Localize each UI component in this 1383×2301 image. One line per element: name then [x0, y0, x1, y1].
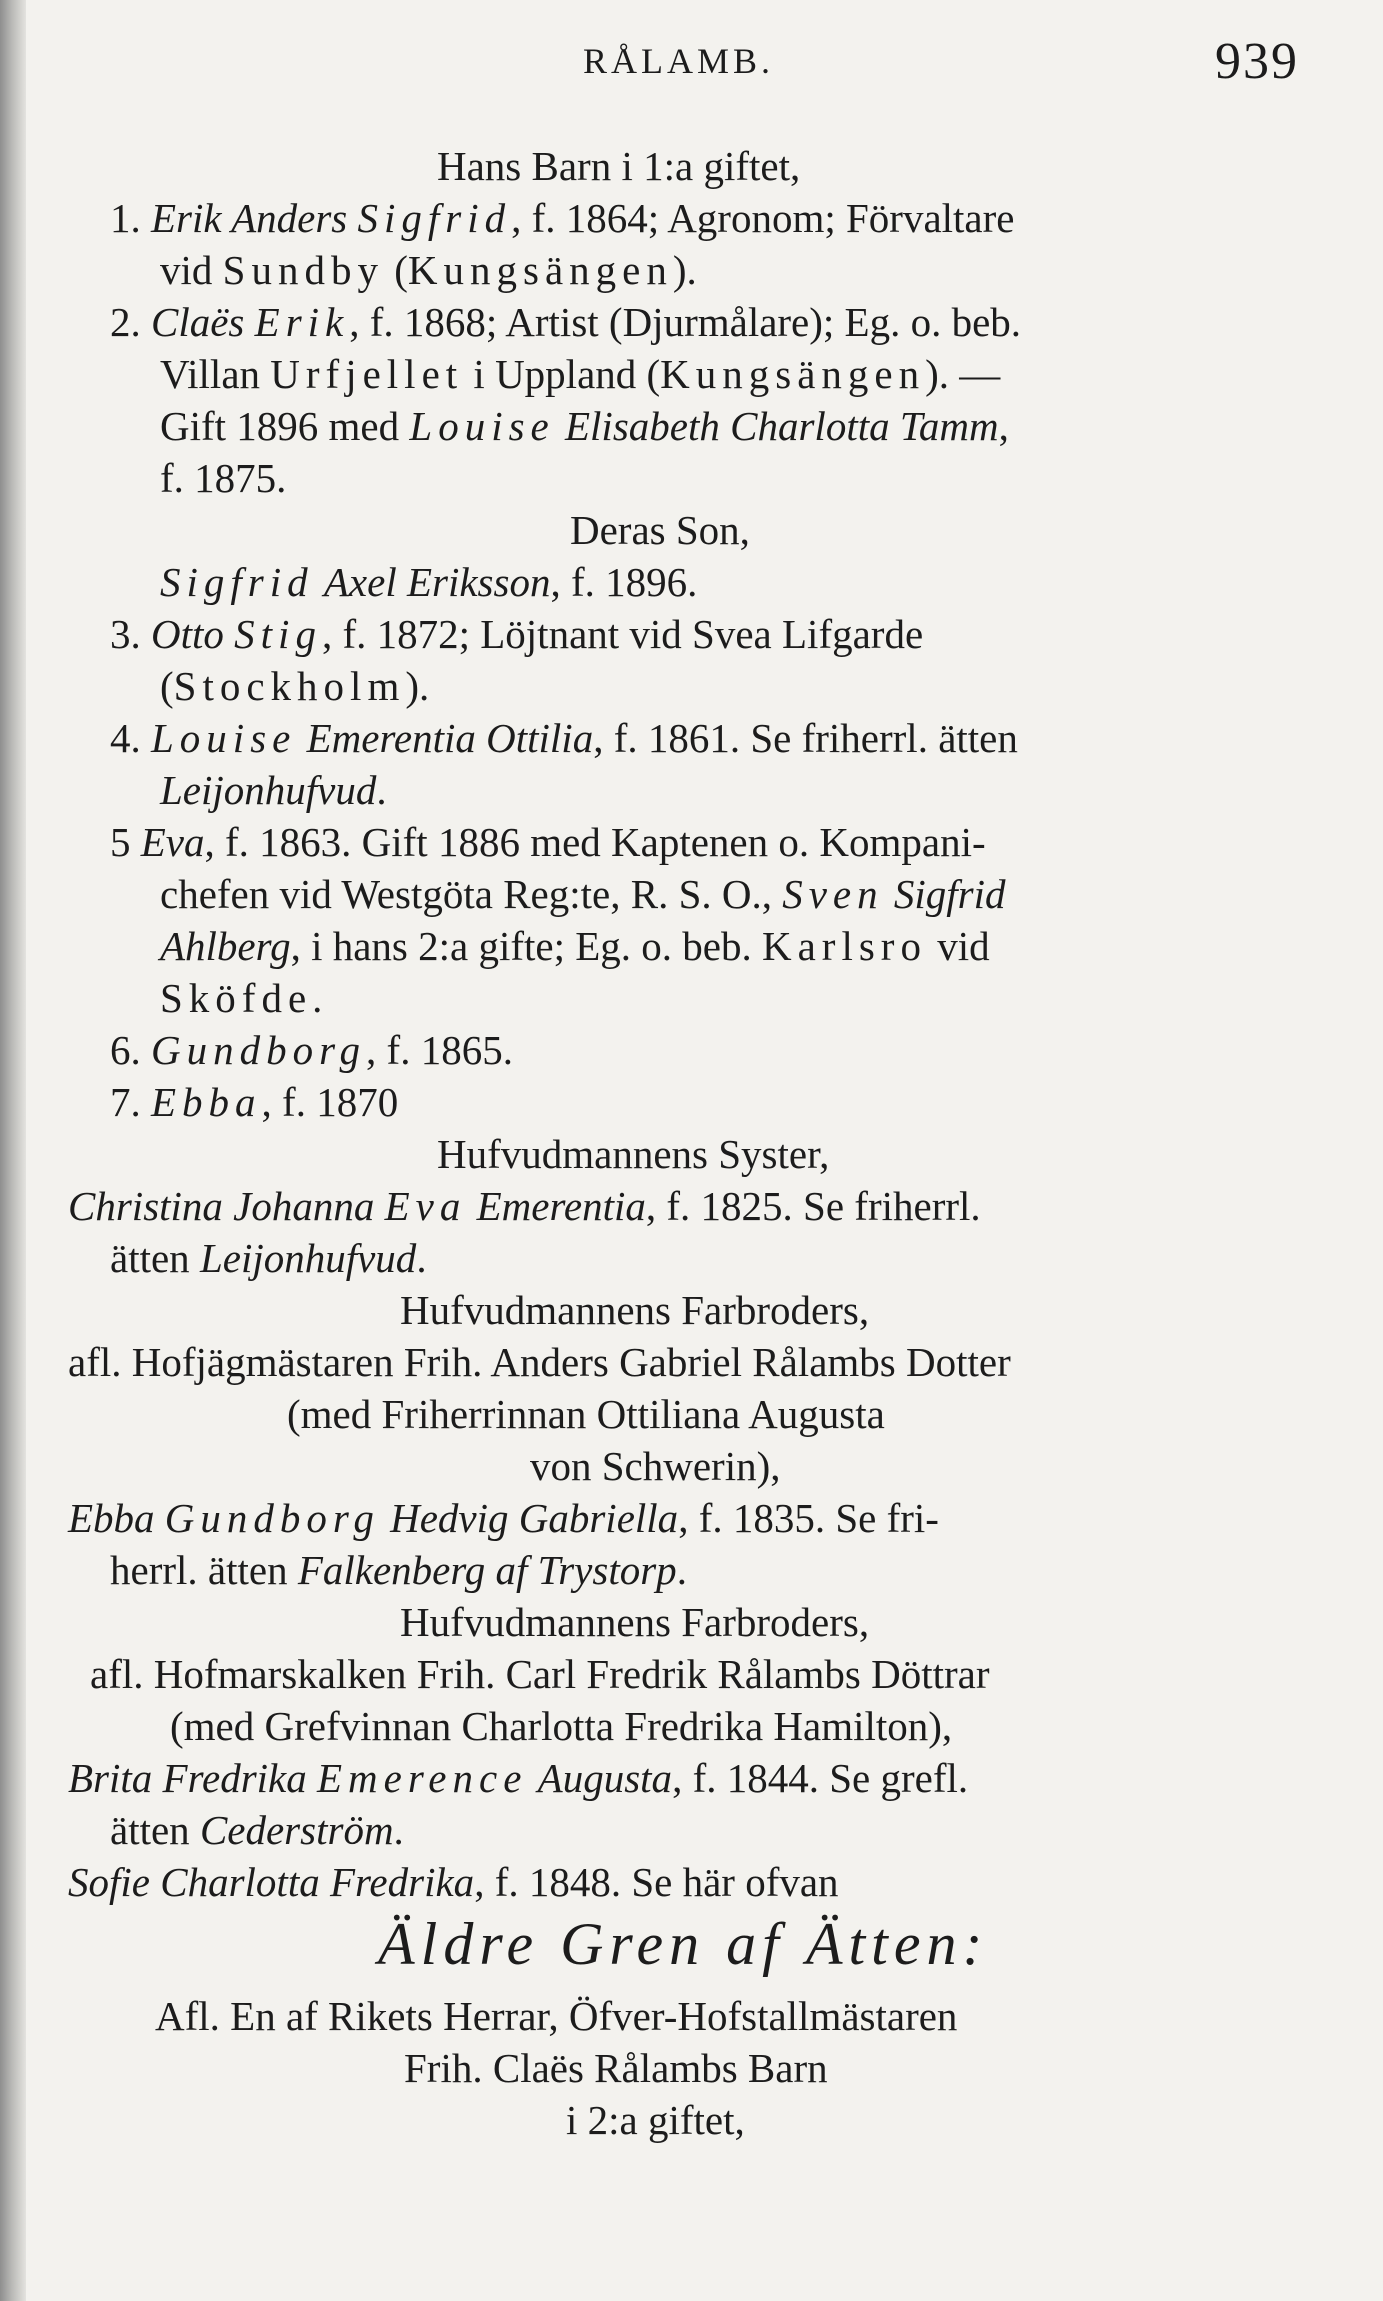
text-segment — [155, 1495, 165, 1541]
text-segment: . — [416, 1235, 427, 1281]
text-segment: Brita Fredrika — [68, 1755, 307, 1801]
text-line — [110, 816, 986, 868]
text-segment: von Schwerin), — [530, 1443, 781, 1489]
text-line — [160, 348, 1000, 400]
text-segment: Kungsängen — [660, 351, 926, 397]
text-segment: Otto — [151, 611, 224, 657]
text-segment: Erik Anders — [151, 195, 348, 241]
text-segment: , f. 1868; Artist (Djurmålare); Eg. o. beb. — [349, 299, 1022, 345]
text-segment: chefen vid Westgöta Reg:te, R. S. O., — [160, 871, 783, 917]
text-segment: . — [676, 1547, 687, 1593]
text-segment: 6. — [110, 1027, 151, 1073]
text-segment: Erik — [254, 299, 350, 345]
text-segment — [224, 611, 234, 657]
text-segment: ). — [672, 247, 697, 293]
text-segment: Äldre Gren af Ätten: — [378, 1911, 989, 1977]
text-segment: 5 — [110, 819, 141, 865]
text-segment: . — [376, 767, 387, 813]
text-line — [110, 1232, 427, 1284]
text-segment: , f. 1865. — [366, 1027, 513, 1073]
text-segment: Claës — [151, 299, 245, 345]
text-segment: Eva — [384, 1183, 467, 1229]
text-segment: Augusta — [537, 1755, 673, 1801]
text-line — [110, 1024, 513, 1076]
text-segment: Frih. Claës Rålambs Barn — [404, 2045, 828, 2091]
text-segment: Gift 1896 med — [160, 403, 410, 449]
text-segment: Leijonhufvud — [160, 767, 377, 813]
text-segment: , — [998, 403, 1009, 449]
text-segment: Stockholm — [173, 663, 406, 709]
text-segment: Sofie Charlotta Fredrika — [68, 1859, 475, 1905]
text-segment: Hans Barn i 1:a giftet, — [437, 143, 801, 189]
text-segment: , f. 1835. Se fri- — [678, 1495, 939, 1541]
text-segment: Sigfrid — [893, 871, 1006, 917]
text-line — [160, 868, 1006, 920]
text-segment: Sköfde — [160, 975, 313, 1021]
text-line — [160, 400, 1009, 452]
text-segment: ätten — [110, 1807, 200, 1853]
text-segment: i 2:a giftet, — [566, 2097, 745, 2143]
text-line — [530, 1440, 781, 1492]
text-line — [170, 1700, 952, 1752]
text-segment: , f. 1848. Se här ofvan — [474, 1859, 839, 1905]
text-line — [404, 2042, 828, 2094]
text-segment: Hedvig Gabriella — [390, 1495, 679, 1541]
text-line — [160, 764, 387, 816]
text-segment: Gundborg — [151, 1027, 367, 1073]
text-segment: Deras Son, — [570, 507, 750, 553]
text-segment: Cederström — [199, 1807, 394, 1853]
text-segment — [555, 403, 565, 449]
text-segment: Afl. En af Rikets Herrar, Öfver-Hofstallmästaren — [155, 1993, 958, 2039]
page-number: 939 — [1215, 33, 1299, 90]
text-segment: i Uppland ( — [463, 351, 661, 397]
text-segment — [374, 1183, 384, 1229]
text-segment — [527, 1755, 537, 1801]
text-line — [90, 1648, 990, 1700]
text-segment: Hufvudmannens Syster, — [437, 1131, 830, 1177]
text-segment: ätten — [110, 1235, 200, 1281]
text-segment: Elisabeth Charlotta Tamm — [565, 403, 999, 449]
text-line — [110, 1804, 404, 1856]
text-line — [68, 1336, 1011, 1388]
text-line — [570, 504, 750, 556]
text-segment: (med Grefvinnan Charlotta Fredrika Hamilton), — [170, 1703, 953, 1749]
text-segment: , f. 1896. — [550, 559, 698, 605]
text-line — [437, 140, 800, 192]
text-segment: 7. — [110, 1079, 151, 1125]
page-binding-edge — [0, 0, 26, 2301]
text-segment: Sigfrid — [357, 195, 512, 241]
text-segment: ( — [160, 663, 174, 709]
text-segment: (med Friherrinnan Ottiliana Augusta — [287, 1391, 885, 1437]
text-line — [287, 1388, 885, 1440]
text-segment: 2. — [110, 299, 151, 345]
text-segment: Eva — [140, 819, 205, 865]
text-segment: afl. Hofmarskalken Frih. Carl Fredrik Rålambs Döttrar — [90, 1651, 990, 1697]
text-segment: Emerence — [317, 1755, 528, 1801]
text-segment: Ebba — [151, 1079, 262, 1125]
text-line — [160, 920, 990, 972]
text-segment: ). — [405, 663, 430, 709]
text-segment: Ahlberg — [160, 923, 291, 969]
text-segment: Sven — [782, 871, 884, 917]
text-segment: ( — [383, 247, 408, 293]
text-segment: Urfjellet — [270, 351, 464, 397]
text-line — [68, 1492, 939, 1544]
text-segment: Sundby — [222, 247, 384, 293]
text-line — [68, 1856, 839, 1908]
text-segment: Villan — [160, 351, 271, 397]
text-segment — [314, 559, 324, 605]
text-segment: , f. 1844. Se grefl. — [672, 1755, 969, 1801]
text-line — [110, 1076, 398, 1128]
text-line — [110, 192, 1014, 244]
text-segment: Louise — [151, 715, 297, 761]
text-segment: 1. — [110, 195, 151, 241]
text-segment: Louise — [409, 403, 555, 449]
running-head: RÅLAMB. — [583, 41, 775, 81]
text-segment: Karlsro — [761, 923, 927, 969]
text-segment: herrl. ätten — [110, 1547, 298, 1593]
text-segment: , i hans 2:a gifte; Eg. o. beb. — [290, 923, 762, 969]
text-segment: f. 1875. — [160, 455, 287, 501]
text-segment — [884, 871, 894, 917]
text-segment: , f. 1864; Agronom; Förvaltare — [511, 195, 1015, 241]
text-line — [400, 1284, 869, 1336]
text-line — [110, 608, 923, 660]
text-segment: ). — — [925, 351, 1001, 397]
text-segment: Emerentia — [476, 1183, 646, 1229]
text-segment: , f. 1870 — [261, 1079, 399, 1125]
text-line — [110, 1544, 687, 1596]
text-segment — [380, 1495, 390, 1541]
text-line — [155, 1990, 957, 2042]
text-segment: Gundborg — [164, 1495, 380, 1541]
text-line — [437, 1128, 829, 1180]
text-segment: Falkenberg af Trystorp — [297, 1547, 677, 1593]
text-segment: , f. 1825. Se friherrl. — [645, 1183, 981, 1229]
text-segment — [307, 1755, 317, 1801]
text-segment: Emerentia Ottilia — [306, 715, 594, 761]
text-segment: Stig — [234, 611, 322, 657]
text-segment: Hufvudmannens Farbroders, — [400, 1287, 870, 1333]
text-line — [160, 556, 697, 608]
text-segment: , f. 1861. Se friherrl. ätten — [593, 715, 1018, 761]
text-segment: , f. 1872; Löjtnant vid Svea Lifgarde — [321, 611, 924, 657]
text-segment — [347, 195, 357, 241]
text-segment: vid — [926, 923, 990, 969]
section-heading — [378, 1911, 989, 1977]
text-segment: 3. — [110, 611, 151, 657]
text-segment: Sigfrid — [160, 559, 314, 605]
text-line — [400, 1596, 869, 1648]
text-segment: Axel Eriksson — [323, 559, 551, 605]
text-segment: . — [393, 1807, 404, 1853]
text-segment: Hufvudmannens Farbroders, — [400, 1599, 870, 1645]
text-segment: afl. Hofjägmästaren Frih. Anders Gabriel Rålambs Dotter — [68, 1339, 1011, 1385]
text-line — [160, 244, 697, 296]
text-segment — [296, 715, 306, 761]
text-segment: Christina Johanna — [68, 1183, 375, 1229]
text-line — [68, 1180, 981, 1232]
text-line — [160, 972, 322, 1024]
text-segment — [466, 1183, 476, 1229]
text-line — [160, 452, 286, 504]
text-line — [110, 296, 1021, 348]
text-segment: Leijonhufvud — [199, 1235, 417, 1281]
text-line — [160, 660, 429, 712]
text-segment: Kungsängen — [407, 247, 673, 293]
page-header — [0, 33, 1383, 108]
text-segment: vid — [160, 247, 223, 293]
text-segment: . — [312, 975, 323, 1021]
text-segment: , f. 1863. Gift 1886 med Kaptenen o. Kompani- — [204, 819, 986, 865]
text-segment — [244, 299, 254, 345]
text-segment: 4. — [110, 715, 151, 761]
text-line — [110, 712, 1018, 764]
text-line — [566, 2094, 745, 2146]
text-line — [68, 1752, 968, 1804]
text-segment: Ebba — [68, 1495, 155, 1541]
